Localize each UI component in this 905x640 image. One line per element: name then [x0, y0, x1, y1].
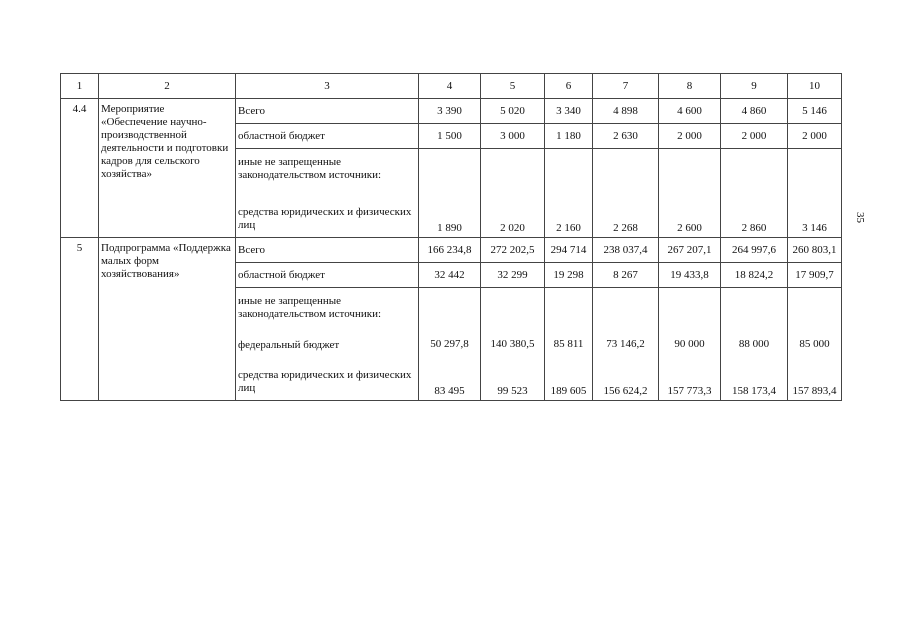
- source-label: федеральный бюджет: [238, 338, 340, 351]
- table-cell: 85 000: [799, 338, 830, 350]
- table-cell: 2 268: [593, 149, 659, 238]
- table-cell: 50 297,8: [430, 338, 469, 350]
- table-cell: 1 180: [545, 124, 593, 149]
- table-cell: 5 020: [481, 99, 545, 124]
- table-cell: 4 860: [721, 99, 788, 124]
- header-row: [61, 74, 842, 99]
- table-cell: 2 000: [788, 124, 842, 149]
- source-label: Всего: [236, 99, 419, 124]
- row-title: Подпрограмма «Поддержка малых форм хозяйствования»: [99, 238, 236, 401]
- source-label: иные не запрещенные законодательством источники:: [238, 156, 382, 181]
- column-header: 3: [236, 74, 419, 99]
- column-header: 1: [61, 74, 99, 99]
- column-header: 6: [545, 74, 593, 99]
- table-cell: 1 500: [419, 124, 481, 149]
- column-header: 8: [659, 74, 721, 99]
- table-cell: 2 000: [659, 124, 721, 149]
- table-row: [61, 238, 842, 263]
- table-cell: 294 714: [545, 238, 593, 263]
- budget-table: [60, 73, 842, 401]
- page-number: 35: [854, 212, 866, 223]
- table-cell: 260 803,1: [788, 238, 842, 263]
- column-header: 7: [593, 74, 659, 99]
- table-cell: 267 207,1: [659, 238, 721, 263]
- table-cell: 5 146: [788, 99, 842, 124]
- table-cell: 3 146: [788, 149, 842, 238]
- table-cell: 73 146,2: [606, 338, 645, 350]
- source-label: областной бюджет: [236, 263, 419, 288]
- table-cell: 156 624,2: [603, 385, 648, 397]
- source-label: средства юридических и физических лиц: [238, 206, 412, 231]
- table-cell: 2 000: [721, 124, 788, 149]
- table-cell: 32 299: [481, 263, 545, 288]
- column-header: 9: [721, 74, 788, 99]
- table-cell: 90 000: [674, 338, 705, 350]
- table-cell: 17 909,7: [788, 263, 842, 288]
- table-cell: 166 234,8: [419, 238, 481, 263]
- table-cell: 3 390: [419, 99, 481, 124]
- column-header: 4: [419, 74, 481, 99]
- source-label: средства юридических и физических лиц: [238, 369, 412, 394]
- column-header: 5: [481, 74, 545, 99]
- table-cell: 8 267: [593, 263, 659, 288]
- table-cell: 32 442: [419, 263, 481, 288]
- column-header: 10: [788, 74, 842, 99]
- table-cell: 158 173,4: [732, 385, 776, 397]
- table-cell: 3 000: [481, 124, 545, 149]
- column-header: 2: [99, 74, 236, 99]
- row-code: 5: [61, 238, 99, 401]
- table-cell: 238 037,4: [593, 238, 659, 263]
- table-cell: 19 298: [545, 263, 593, 288]
- table-cell: 2 630: [593, 124, 659, 149]
- source-label: Всего: [236, 238, 419, 263]
- source-label: иные не запрещенные законодательством источники:: [238, 295, 382, 320]
- table-cell: 85 811: [553, 338, 584, 350]
- table-cell: 272 202,5: [481, 238, 545, 263]
- table-cell: 18 824,2: [721, 263, 788, 288]
- table-cell: 1 890: [419, 149, 481, 238]
- table-cell: 2 600: [659, 149, 721, 238]
- table-cell: 264 997,6: [721, 238, 788, 263]
- row-title: Мероприятие «Обеспечение научно-производственной деятельности и подготовки кадров для сельского хозяйства»: [99, 99, 236, 238]
- table-cell: 157 773,3: [667, 385, 712, 397]
- table-cell: 88 000: [738, 338, 770, 350]
- source-label: областной бюджет: [236, 124, 419, 149]
- table-cell: 2 020: [481, 149, 545, 238]
- table-cell: 3 340: [545, 99, 593, 124]
- table-cell: 83 495: [434, 385, 465, 397]
- table-cell: 157 893,4: [792, 385, 837, 397]
- table-cell: 189 605: [550, 385, 587, 397]
- table-cell: 4 898: [593, 99, 659, 124]
- table-row: [61, 99, 842, 124]
- table-cell: 4 600: [659, 99, 721, 124]
- table-cell: 99 523: [497, 385, 528, 397]
- table-cell: 19 433,8: [659, 263, 721, 288]
- table-cell: 140 380,5: [490, 338, 535, 350]
- row-code: 4.4: [61, 99, 99, 238]
- table-cell: 2 860: [721, 149, 788, 238]
- table-cell: 2 160: [545, 149, 593, 238]
